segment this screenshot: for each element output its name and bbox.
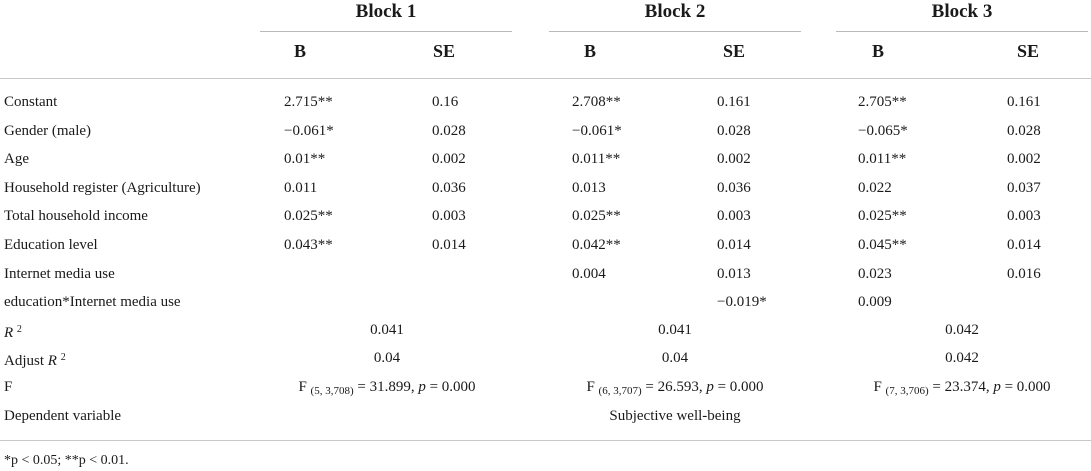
cell-se1: 0.003 <box>432 208 466 225</box>
cell-se1: 0.002 <box>432 151 466 168</box>
col-b-3: B <box>871 41 884 61</box>
cell-se1: 0.036 <box>432 179 466 196</box>
table-row <box>0 88 1091 116</box>
header-rule <box>0 78 1091 79</box>
cell-b2: 0.025** <box>572 208 621 225</box>
table-row-dependent <box>0 402 1091 430</box>
cell-b3: −0.065* <box>858 122 908 139</box>
row-label: education*Internet media use <box>4 294 181 311</box>
table-footnote: *p < 0.05; **p < 0.01. <box>4 453 129 468</box>
block-1-rule <box>260 31 512 32</box>
f-stat-block-2: F $_{(6, 3,707)}$ = 26.593, p = 0.000 <box>586 379 764 397</box>
row-label: Internet media use <box>4 265 115 282</box>
cell-b3: 0.011** <box>858 151 907 168</box>
cell-se2: 0.013 <box>717 265 751 282</box>
cell-b1: 0.043** <box>284 237 333 253</box>
cell-b2: 0.011** <box>572 151 621 168</box>
f-stat-block-3: F $_{(7, 3,706)}$ = 23.374, p = 0.000 <box>873 379 1051 397</box>
cell-b3: 0.025** <box>858 208 907 225</box>
block-2-header: Block 2 <box>644 1 706 22</box>
block-3-rule <box>836 31 1088 32</box>
row-label: Age <box>4 151 29 168</box>
cell-b1: 2.715** <box>284 94 333 110</box>
cell-b1: 0.01** <box>284 151 326 168</box>
cell-se1: 0.028 <box>432 122 466 139</box>
cell-b2: 0.004 <box>572 265 606 282</box>
col-se-2: SE <box>722 41 746 61</box>
cell-se2: 0.028 <box>717 122 751 139</box>
cell-se3: 0.002 <box>1007 151 1041 168</box>
cell-se2: 0.003 <box>717 208 751 225</box>
cell-se3: 0.016 <box>1007 265 1041 282</box>
cell-se3: 0.161 <box>1007 94 1041 110</box>
cell-se2: 0.161 <box>717 94 751 110</box>
row-label: Constant <box>4 94 58 110</box>
adj-r2-label: Adjust R $^2$ <box>4 352 66 369</box>
block-3-header: Block 3 <box>931 1 993 22</box>
table-row <box>0 145 1091 173</box>
r2-block-2: 0.041 <box>658 322 692 338</box>
cell-se2: −0.019* <box>717 294 767 311</box>
cell-se3: 0.028 <box>1007 122 1041 139</box>
block-1-header: Block 1 <box>355 1 417 22</box>
cell-b2: 0.013 <box>572 179 606 196</box>
r2-label: R $^2$ <box>4 324 22 341</box>
cell-se2: 0.036 <box>717 179 751 196</box>
cell-b3: 0.023 <box>858 265 892 282</box>
r2-block-1: 0.041 <box>370 322 404 338</box>
col-b-1: B <box>293 41 306 61</box>
cell-b3: 0.009 <box>858 294 892 311</box>
table-row <box>0 288 1091 316</box>
row-label: Total household income <box>4 208 148 225</box>
table-row-adj-r2 <box>0 344 1091 372</box>
cell-se1: 0.014 <box>432 237 466 253</box>
col-se-3: SE <box>1016 41 1040 61</box>
adj-r2-block-1: 0.04 <box>373 350 401 366</box>
cell-se3: 0.014 <box>1007 237 1041 253</box>
table-row-f <box>0 373 1091 401</box>
f-label: F <box>4 379 13 395</box>
cell-se2: 0.002 <box>717 151 751 168</box>
f-stat-block-1: F $_{(5, 3,708)}$ = 31.899, p = 0.000 <box>298 379 476 397</box>
cell-se2: 0.014 <box>717 237 751 253</box>
r2-block-3: 0.042 <box>945 322 979 338</box>
cell-b3: 2.705** <box>858 94 907 110</box>
table-row <box>0 231 1091 259</box>
col-se-1: SE <box>432 41 456 61</box>
dependent-value: Subjective well-being <box>609 408 741 424</box>
bottom-rule <box>0 440 1091 441</box>
cell-se3: 0.003 <box>1007 208 1041 225</box>
cell-b3: 0.045** <box>858 237 907 253</box>
cell-se1: 0.16 <box>432 94 459 110</box>
table-row <box>0 174 1091 202</box>
table-row <box>0 260 1091 288</box>
cell-b2: 2.708** <box>572 94 621 110</box>
table-row-r2 <box>0 316 1091 344</box>
block-2-rule <box>549 31 801 32</box>
cell-b1: 0.025** <box>284 208 333 225</box>
table-row <box>0 202 1091 230</box>
cell-b2: −0.061* <box>572 122 622 139</box>
cell-b2: 0.042** <box>572 237 621 253</box>
col-b-2: B <box>583 41 596 61</box>
row-label: Household register (Agriculture) <box>4 179 201 196</box>
row-label: Gender (male) <box>4 122 92 139</box>
adj-r2-block-2: 0.04 <box>661 350 689 366</box>
cell-b1: 0.011 <box>284 179 318 196</box>
row-label: Education level <box>4 237 98 253</box>
table-row <box>0 117 1091 145</box>
cell-b1: −0.061* <box>284 122 334 139</box>
cell-b3: 0.022 <box>858 179 892 196</box>
adj-r2-block-3: 0.042 <box>945 350 979 366</box>
dependent-label: Dependent variable <box>4 408 122 424</box>
cell-se3: 0.037 <box>1007 179 1041 196</box>
